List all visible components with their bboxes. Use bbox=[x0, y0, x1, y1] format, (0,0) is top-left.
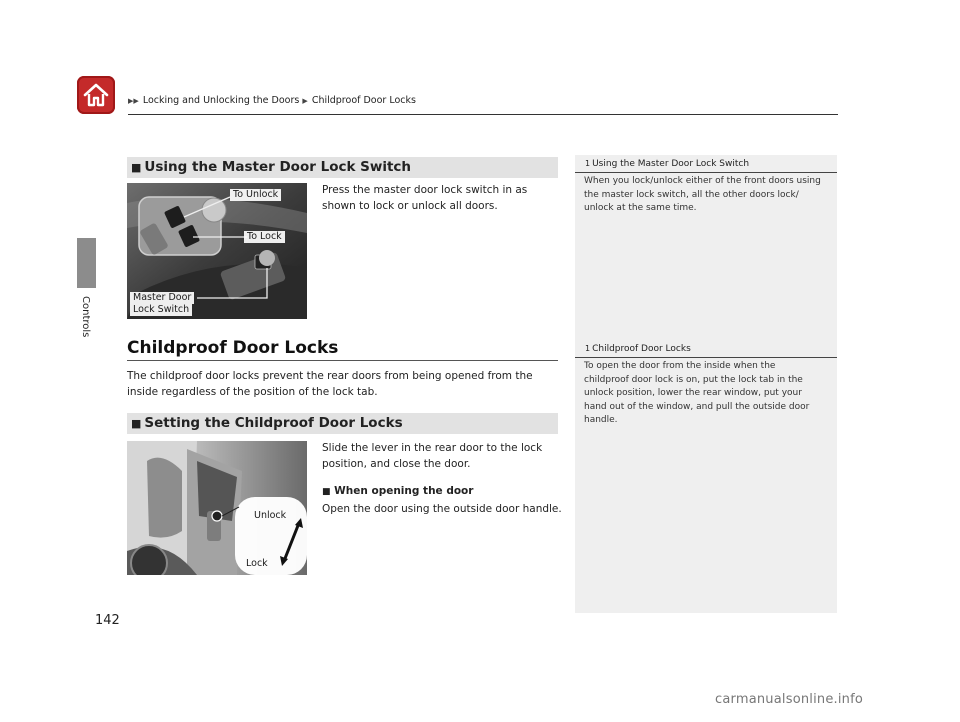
note-reference-icon: 1 bbox=[585, 159, 591, 168]
square-bullet-icon: ■ bbox=[131, 161, 142, 174]
chapter-tab[interactable] bbox=[77, 238, 96, 288]
square-bullet-icon: ■ bbox=[322, 487, 331, 497]
note-reference-icon: 1 bbox=[585, 344, 591, 353]
home-icon bbox=[83, 82, 109, 108]
rear-door-illustration bbox=[127, 441, 307, 575]
breadcrumb-item-childproof[interactable]: Childproof Door Locks bbox=[311, 95, 416, 106]
unlock-label: Unlock bbox=[254, 510, 287, 521]
to-unlock-label: To Unlock bbox=[230, 189, 281, 201]
note-body-master-lock: When you lock/unlock either of the front doors using the master lock switch, all the other doors lock/ unlock at the same time. bbox=[584, 176, 821, 213]
breadcrumb-arrow-icon: ▶ bbox=[302, 97, 308, 105]
section-title-setting-childproof: ■ Setting the Childproof Door Locks bbox=[127, 413, 558, 434]
home-button[interactable] bbox=[77, 76, 115, 114]
to-lock-label: To Lock bbox=[244, 231, 285, 243]
childproof-instructions: Slide the lever in the rear door to the lock position, and close the door. bbox=[322, 442, 543, 470]
note-divider bbox=[575, 357, 837, 358]
childproof-intro: The childproof door locks prevent the rear doors from being opened from the inside regardless of the position of the lock tab. bbox=[127, 370, 533, 398]
note-body-childproof: To open the door from the inside when the childproof door lock is on, put the lock tab in the unlock position, lower the rear window, put your hand out of the window, and pull the outside door handle. bbox=[584, 361, 810, 425]
opening-door-text: Open the door using the outside door handle. bbox=[322, 503, 562, 515]
master-switch-label-line1: Master Door bbox=[130, 292, 194, 304]
watermark-text: carmanualsonline.info bbox=[715, 692, 864, 707]
note-title-childproof[interactable]: 1 Childproof Door Locks bbox=[585, 344, 691, 354]
breadcrumb-arrow-icon: ▶▶ bbox=[128, 97, 139, 105]
master-switch-label-line2: Lock Switch bbox=[130, 304, 192, 316]
chapter-label: Controls bbox=[80, 296, 91, 338]
childproof-lock-image bbox=[127, 441, 307, 575]
note-title-master-lock[interactable]: 1 Using the Master Door Lock Switch bbox=[585, 159, 750, 169]
heading-divider bbox=[127, 360, 558, 361]
opening-door-subheading: ■ When opening the door bbox=[322, 485, 474, 497]
breadcrumb bbox=[128, 95, 416, 106]
square-bullet-icon: ■ bbox=[131, 417, 142, 430]
page-heading: Childproof Door Locks bbox=[127, 338, 339, 358]
breadcrumb-item-locking[interactable]: Locking and Unlocking the Doors bbox=[142, 95, 300, 106]
note-divider bbox=[575, 172, 837, 173]
section-title-master-lock: ■ Using the Master Door Lock Switch bbox=[127, 157, 558, 178]
header-divider bbox=[128, 114, 838, 115]
page-number: 142 bbox=[95, 613, 120, 628]
master-lock-instructions: Press the master door lock switch in as shown to lock or unlock all doors. bbox=[322, 184, 528, 212]
lock-label: Lock bbox=[246, 558, 268, 569]
